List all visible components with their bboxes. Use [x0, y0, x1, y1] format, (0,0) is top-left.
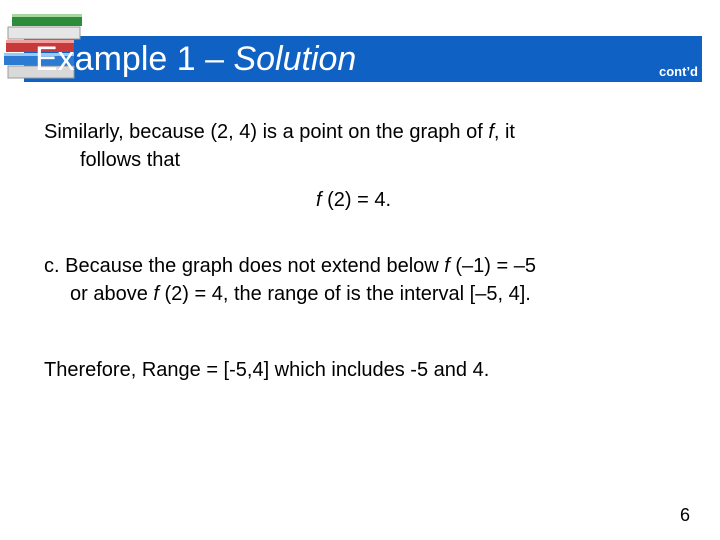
- text-segment: or above: [70, 283, 154, 305]
- function-symbol: f: [153, 283, 159, 305]
- equation-text: (2) = 4.: [321, 189, 392, 211]
- text-segment: (2) = 4, the range of is the interval [–5, 4].: [158, 283, 531, 305]
- paragraph-c: [44, 252, 536, 308]
- function-symbol: f: [316, 189, 322, 211]
- text-segment: , it: [493, 121, 515, 143]
- text-segment: (–1) = –5: [449, 255, 537, 277]
- contd-label: cont’d: [659, 64, 698, 79]
- page-number: 6: [679, 505, 690, 525]
- text-segment: . Because the graph does not extend below: [54, 255, 445, 277]
- function-symbol: f: [488, 121, 494, 143]
- item-label: c: [44, 255, 54, 277]
- paragraph-line-2: follows that: [80, 149, 181, 171]
- equation: [316, 186, 391, 214]
- title-italic: Solution: [233, 40, 357, 78]
- paragraph-c-line-2: [44, 280, 536, 308]
- therefore-line: Therefore, Range = [-5,4] which includes -5 and 4.: [44, 359, 490, 381]
- text-segment: Similarly, because (2, 4) is a point on the graph of: [44, 121, 489, 143]
- title-main: Example 1 –: [35, 40, 234, 78]
- paragraph-similarly: [44, 118, 515, 174]
- function-symbol: f: [444, 255, 450, 277]
- paragraph-line-1: [44, 118, 515, 146]
- page-title: [35, 37, 356, 81]
- paragraph-c-line-1: [44, 252, 536, 280]
